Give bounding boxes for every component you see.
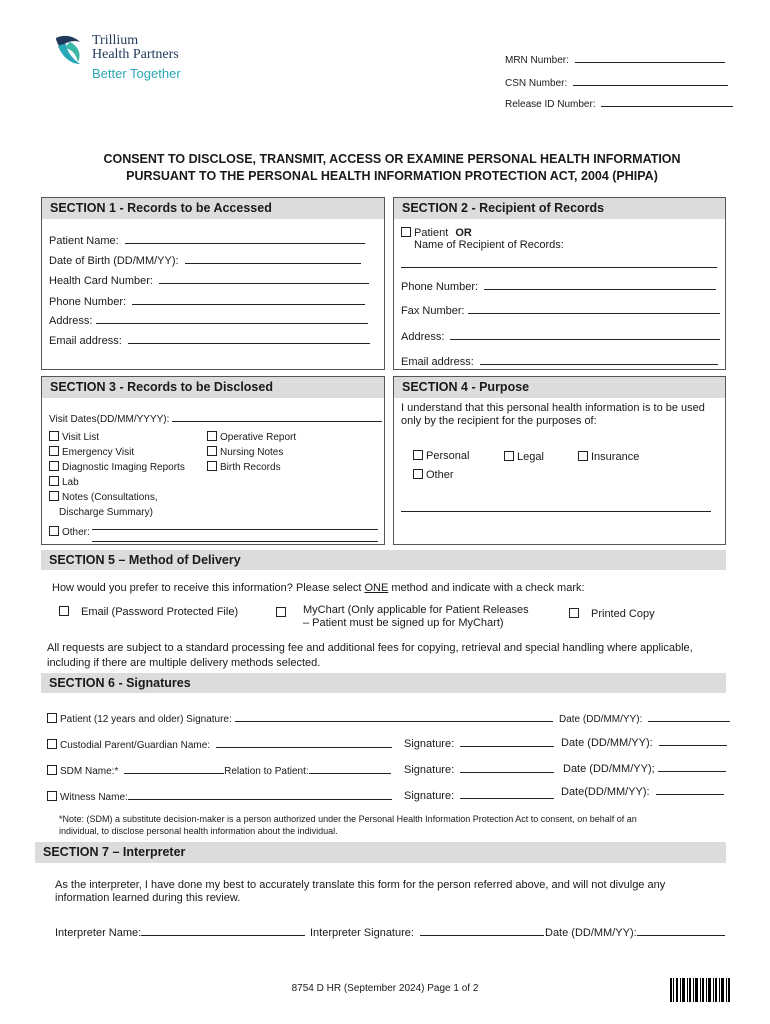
purpose-text-2: only by the recipient for the purposes of: <box>401 415 597 427</box>
purpose-insurance <box>578 451 639 463</box>
record-other-checkbox[interactable] <box>49 526 59 536</box>
purpose-legal <box>504 451 544 463</box>
patient-signature-checkbox[interactable] <box>47 713 57 723</box>
section4-heading: SECTION 4 - Purpose <box>394 377 725 398</box>
emergency-visit-checkbox[interactable] <box>49 446 59 456</box>
birth-records-label: Birth Records <box>220 462 281 473</box>
record-operative-report <box>207 430 296 445</box>
fees-note <box>47 641 693 671</box>
purpose-other <box>413 469 454 481</box>
interpreter-date-input[interactable] <box>637 924 725 936</box>
section5-heading: SECTION 5 – Method of Delivery <box>41 550 726 570</box>
visit-dates-field <box>49 410 382 425</box>
witness-signature-input[interactable] <box>460 787 554 799</box>
purpose-text <box>401 402 705 428</box>
record-nursing-notes <box>207 445 296 460</box>
witness-label: Witness Name: <box>60 792 128 803</box>
sdm-label: SDM Name:* <box>60 766 119 777</box>
witness-checkbox[interactable] <box>47 791 57 801</box>
witness-signature-label: Signature: <box>404 790 455 802</box>
mrn-input[interactable] <box>575 51 725 63</box>
record-other-label: Other: <box>62 527 90 538</box>
recipient-fax-label: Fax Number: <box>401 305 465 317</box>
notes-continuation: Discharge Summary) <box>59 507 153 518</box>
patient-name-label: Patient Name: <box>49 235 119 247</box>
fees-note-1: All requests are subject to a standard processing fee and additional fees for copying, retrieval and special handling where applicable, <box>47 642 693 654</box>
custodial-date-field <box>561 734 727 749</box>
relation-input[interactable] <box>309 762 391 774</box>
sdm-signature-input[interactable] <box>460 761 554 773</box>
trillium-logo-icon <box>50 32 86 68</box>
interpreter-statement-2: information learned during this review. <box>55 892 241 904</box>
delivery-email-option <box>59 606 238 618</box>
health-card-field <box>49 272 369 287</box>
custodial-signature-label: Signature: <box>404 738 455 750</box>
diagnostic-imaging-checkbox[interactable] <box>49 461 59 471</box>
section3-heading: SECTION 3 - Records to be Disclosed <box>42 377 384 398</box>
recipient-fax-input[interactable] <box>468 302 720 314</box>
diagnostic-imaging-label: Diagnostic Imaging Reports <box>62 462 185 473</box>
interpreter-statement <box>55 879 665 905</box>
interpreter-date-field <box>545 924 725 939</box>
visit-list-label: Visit List <box>62 432 100 443</box>
insurance-checkbox[interactable] <box>578 451 588 461</box>
page-title <box>0 151 770 185</box>
sdm-checkbox[interactable] <box>47 765 57 775</box>
visit-dates-label: Visit Dates(DD/MM/YYYY): <box>49 414 170 425</box>
delivery-mychart-checkbox[interactable] <box>276 607 286 617</box>
address-label: Address: <box>49 315 93 327</box>
interpreter-statement-1: As the interpreter, I have done my best to accurately translate this form for the person referred above, and will not divulge any <box>55 879 666 891</box>
section6-heading: SECTION 6 - Signatures <box>41 673 726 693</box>
legal-checkbox[interactable] <box>504 451 514 461</box>
address-input[interactable] <box>96 312 368 324</box>
purpose-text-1: I understand that this personal health information is to be used <box>401 402 705 414</box>
csn-input[interactable] <box>573 74 728 86</box>
recipient-patient-label: Patient <box>414 227 449 239</box>
health-card-input[interactable] <box>159 272 369 284</box>
operative-report-checkbox[interactable] <box>207 431 217 441</box>
section2-heading: SECTION 2 - Recipient of Records <box>394 198 725 219</box>
footer-text: 8754 D HR (September 2024) Page 1 of 2 <box>291 983 479 994</box>
fees-note-2: including if there are multiple delivery methods selected. <box>47 657 321 669</box>
record-other <box>49 526 90 538</box>
barcode-icon <box>670 978 730 1002</box>
release-input[interactable] <box>601 95 733 107</box>
witness-name-input[interactable] <box>128 788 392 800</box>
emergency-visit-label: Emergency Visit <box>62 447 135 458</box>
witness-date-field <box>561 783 724 798</box>
release-id-field <box>505 95 733 110</box>
sdm-signature-field <box>404 761 554 776</box>
sdm-note-1: *Note: (SDM) a substitute decision-maker is a person authorized under the Personal Health Information Protection Act to consent, on behalf of an <box>59 814 637 824</box>
custodial-name-input[interactable] <box>216 736 392 748</box>
health-card-label: Health Card Number: <box>49 275 153 287</box>
sdm-field <box>47 762 391 777</box>
patient-signature-label: Patient (12 years and older) Signature: <box>60 714 232 725</box>
record-lab <box>49 475 185 490</box>
delivery-question-pre: How would you prefer to receive this information? Please select <box>52 582 365 594</box>
recipient-name-label: Name of Recipient of Records: <box>414 239 564 251</box>
sdm-note <box>59 813 637 837</box>
record-birth-records <box>207 460 296 475</box>
recipient-email-field <box>401 353 718 368</box>
release-label: Release ID Number: <box>505 99 596 110</box>
logo-line2: Health Partners <box>92 47 179 62</box>
recipient-email-input[interactable] <box>480 353 718 365</box>
delivery-mychart-label-2: – Patient must be signed up for MyChart) <box>303 617 504 629</box>
or-label: OR <box>455 227 472 239</box>
delivery-email-label: Email (Password Protected File) <box>81 606 239 618</box>
nursing-notes-checkbox[interactable] <box>207 446 217 456</box>
delivery-mychart-option <box>276 604 529 630</box>
email-field <box>49 332 370 347</box>
phone-field <box>49 293 365 308</box>
sdm-name-input[interactable] <box>124 762 224 774</box>
interpreter-date-label: Date (DD/MM/YY): <box>545 927 637 939</box>
records-list-right <box>207 430 296 475</box>
dob-field <box>49 252 361 267</box>
interpreter-signature-input[interactable] <box>420 924 544 936</box>
patient-date-field <box>559 710 730 725</box>
record-emergency-visit <box>49 445 185 460</box>
operative-report-label: Operative Report <box>220 432 297 443</box>
purpose-other-label: Other <box>426 469 454 481</box>
records-list-left <box>49 430 185 520</box>
patient-date-label: Date (DD/MM/YY): <box>559 714 643 725</box>
sdm-date-field <box>563 760 726 775</box>
relation-label: Relation to Patient: <box>224 766 309 777</box>
phone-input[interactable] <box>132 293 365 305</box>
legal-label: Legal <box>517 451 544 463</box>
notes-label: Notes (Consultations, <box>62 492 158 503</box>
record-visit-list <box>49 430 185 445</box>
address-field <box>49 312 368 327</box>
interpreter-name-label: Interpreter Name: <box>55 927 142 939</box>
lab-label: Lab <box>62 477 79 488</box>
witness-field <box>47 788 392 803</box>
delivery-email-checkbox[interactable] <box>59 606 69 616</box>
sdm-date-label: Date (DD/MM/YY); <box>563 763 655 775</box>
recipient-patient-checkbox[interactable] <box>401 227 411 237</box>
record-notes <box>49 490 185 505</box>
witness-date-input[interactable] <box>656 783 724 795</box>
dob-input[interactable] <box>185 252 361 264</box>
recipient-name-input[interactable] <box>401 256 717 268</box>
email-input[interactable] <box>128 332 370 344</box>
title-line2: PURSUANT TO THE PERSONAL HEALTH INFORMATION PROTECTION ACT, 2004 (PHIPA) <box>126 169 658 183</box>
title-line1: CONSENT TO DISCLOSE, TRANSMIT, ACCESS OR EXAMINE PERSONAL HEALTH INFORMATION <box>103 152 681 166</box>
custodial-date-label: Date (DD/MM/YY): <box>561 737 653 749</box>
custodial-checkbox[interactable] <box>47 739 57 749</box>
birth-records-checkbox[interactable] <box>207 461 217 471</box>
delivery-printed-label: Printed Copy <box>591 608 655 620</box>
custodial-signature-field <box>404 735 554 750</box>
insurance-label: Insurance <box>591 451 640 463</box>
notes-checkbox[interactable] <box>49 491 59 501</box>
record-diagnostic-imaging <box>49 460 185 475</box>
delivery-printed-checkbox[interactable] <box>569 608 579 618</box>
patient-signature-field <box>47 710 553 725</box>
interpreter-signature-label: Interpreter Signature: <box>310 927 414 939</box>
mrn-label: MRN Number: <box>505 55 569 66</box>
recipient-address-label: Address: <box>401 331 445 343</box>
patient-date-input[interactable] <box>648 710 730 722</box>
sdm-signature-label: Signature: <box>404 764 455 776</box>
personal-label: Personal <box>426 450 470 462</box>
custodial-field <box>47 736 392 751</box>
recipient-address-field <box>401 328 720 343</box>
sdm-note-2: individual, to disclose personal health information about the individual. <box>59 826 338 836</box>
purpose-other-input[interactable] <box>401 500 711 512</box>
section7-heading: SECTION 7 – Interpreter <box>35 842 726 863</box>
patient-signature-input[interactable] <box>235 710 553 722</box>
csn-label: CSN Number: <box>505 78 568 89</box>
delivery-question-one: ONE <box>364 582 389 594</box>
purpose-personal <box>413 450 469 462</box>
recipient-phone-field <box>401 278 716 293</box>
delivery-question-post: method and indicate with a check mark: <box>388 582 585 594</box>
interpreter-signature-field <box>310 924 544 939</box>
interpreter-name-field <box>55 924 305 939</box>
patient-name-input[interactable] <box>125 232 365 244</box>
csn-field <box>505 74 728 89</box>
visit-list-checkbox[interactable] <box>49 431 59 441</box>
logo-line1: Trillium <box>92 33 139 48</box>
recipient-phone-label: Phone Number: <box>401 281 479 293</box>
delivery-question <box>52 582 585 594</box>
section1-heading: SECTION 1 - Records to be Accessed <box>42 198 384 219</box>
nursing-notes-label: Nursing Notes <box>220 447 284 458</box>
witness-signature-field <box>404 787 554 802</box>
logo-tagline: Better Together <box>92 66 181 81</box>
recipient-email-label: Email address: <box>401 356 474 368</box>
purpose-other-checkbox[interactable] <box>413 469 423 479</box>
recipient-fax-field <box>401 302 720 317</box>
phone-label: Phone Number: <box>49 296 127 308</box>
custodial-label: Custodial Parent/Guardian Name: <box>60 740 211 751</box>
recipient-address-input[interactable] <box>450 328 720 340</box>
visit-dates-input[interactable] <box>172 410 382 422</box>
personal-checkbox[interactable] <box>413 450 423 460</box>
witness-date-label: Date(DD/MM/YY): <box>561 786 650 798</box>
lab-checkbox[interactable] <box>49 476 59 486</box>
recipient-patient-option <box>401 227 472 239</box>
record-other-input-1[interactable] <box>92 518 378 530</box>
custodial-signature-input[interactable] <box>460 735 554 747</box>
recipient-phone-input[interactable] <box>484 278 716 290</box>
delivery-mychart-label-1: MyChart (Only applicable for Patient Releases <box>303 604 529 616</box>
interpreter-name-input[interactable] <box>141 924 305 936</box>
email-label: Email address: <box>49 335 122 347</box>
delivery-printed-option <box>569 608 655 620</box>
custodial-date-input[interactable] <box>659 734 727 746</box>
patient-name-field <box>49 232 365 247</box>
mrn-field <box>505 51 725 66</box>
dob-label: Date of Birth (DD/MM/YY): <box>49 255 179 267</box>
record-other-input-2[interactable] <box>92 530 378 542</box>
sdm-date-input[interactable] <box>658 760 726 772</box>
logo <box>50 30 210 90</box>
